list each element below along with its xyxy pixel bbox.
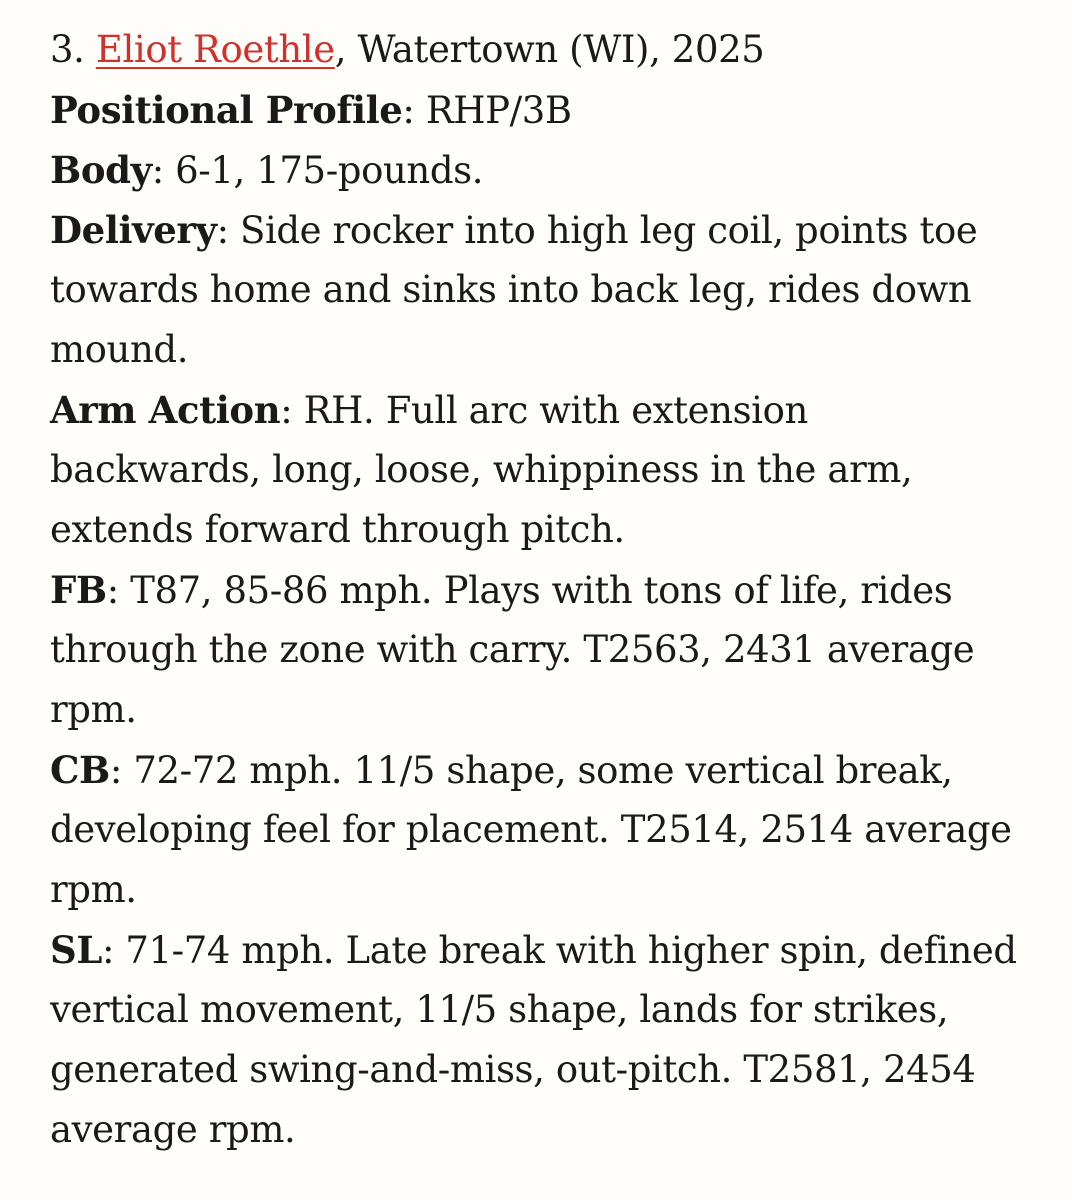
body-value: 6-1, 175-pounds. [175,149,484,192]
slider-text-line: average rpm. [50,1108,296,1151]
positional-profile-label: Positional Profile [50,88,403,132]
slider-text-line: vertical movement, 11/5 shape, lands for strikes, [50,988,949,1031]
separator: : [151,149,176,192]
positional-profile-value: RHP/3B [425,89,572,132]
arm-action-text-line: backwards, long, loose, whippiness in the arm, [50,448,913,491]
curveball-row [50,740,1032,800]
separator: : [402,89,426,132]
slider-row [50,920,1032,980]
separator: : [101,929,126,972]
arm-action-text: RH. Full arc with extension [303,389,808,432]
body-row [50,140,1032,200]
curveball-text: 72-72 mph. 11/5 shape, some vertical break, [133,749,953,792]
delivery-text-line: mound. [50,328,189,371]
slider-text: 71-74 mph. Late break with higher spin, defined [125,929,1017,972]
arm-action-text-line: extends forward through pitch. [50,508,625,551]
delivery-row [50,200,1032,260]
fastball-text-line: rpm. [50,688,137,731]
separator: : [106,569,131,612]
fastball-label: FB [50,568,107,612]
arm-action-row [50,380,1032,440]
report-heading [50,20,1032,80]
separator: : [280,389,304,432]
player-name-link[interactable]: Eliot Roethle [95,28,335,71]
fastball-text: T87, 85-86 mph. Plays with tons of life, rides [130,569,953,612]
delivery-label: Delivery [50,208,217,252]
delivery-text: Side rocker into high leg coil, points toe [240,209,978,252]
fastball-text-line: through the zone with carry. T2563, 2431 average [50,628,975,671]
rank-number: 3. [50,28,96,71]
fastball-row [50,560,1032,620]
curveball-text-line: developing feel for placement. T2514, 2514 average [50,808,1012,851]
arm-action-label: Arm Action [50,388,281,432]
positional-profile-row [50,80,1032,140]
separator: : [216,209,241,252]
curveball-label: CB [50,748,110,792]
body-label: Body [50,148,152,192]
slider-text-line: generated swing-and-miss, out-pitch. T2581, 2454 [50,1048,976,1091]
separator: : [109,749,134,792]
school-and-class: , Watertown (WI), 2025 [334,28,765,71]
curveball-text-line: rpm. [50,868,137,911]
delivery-text-line: towards home and sinks into back leg, rides down [50,268,972,311]
slider-label: SL [50,928,102,972]
